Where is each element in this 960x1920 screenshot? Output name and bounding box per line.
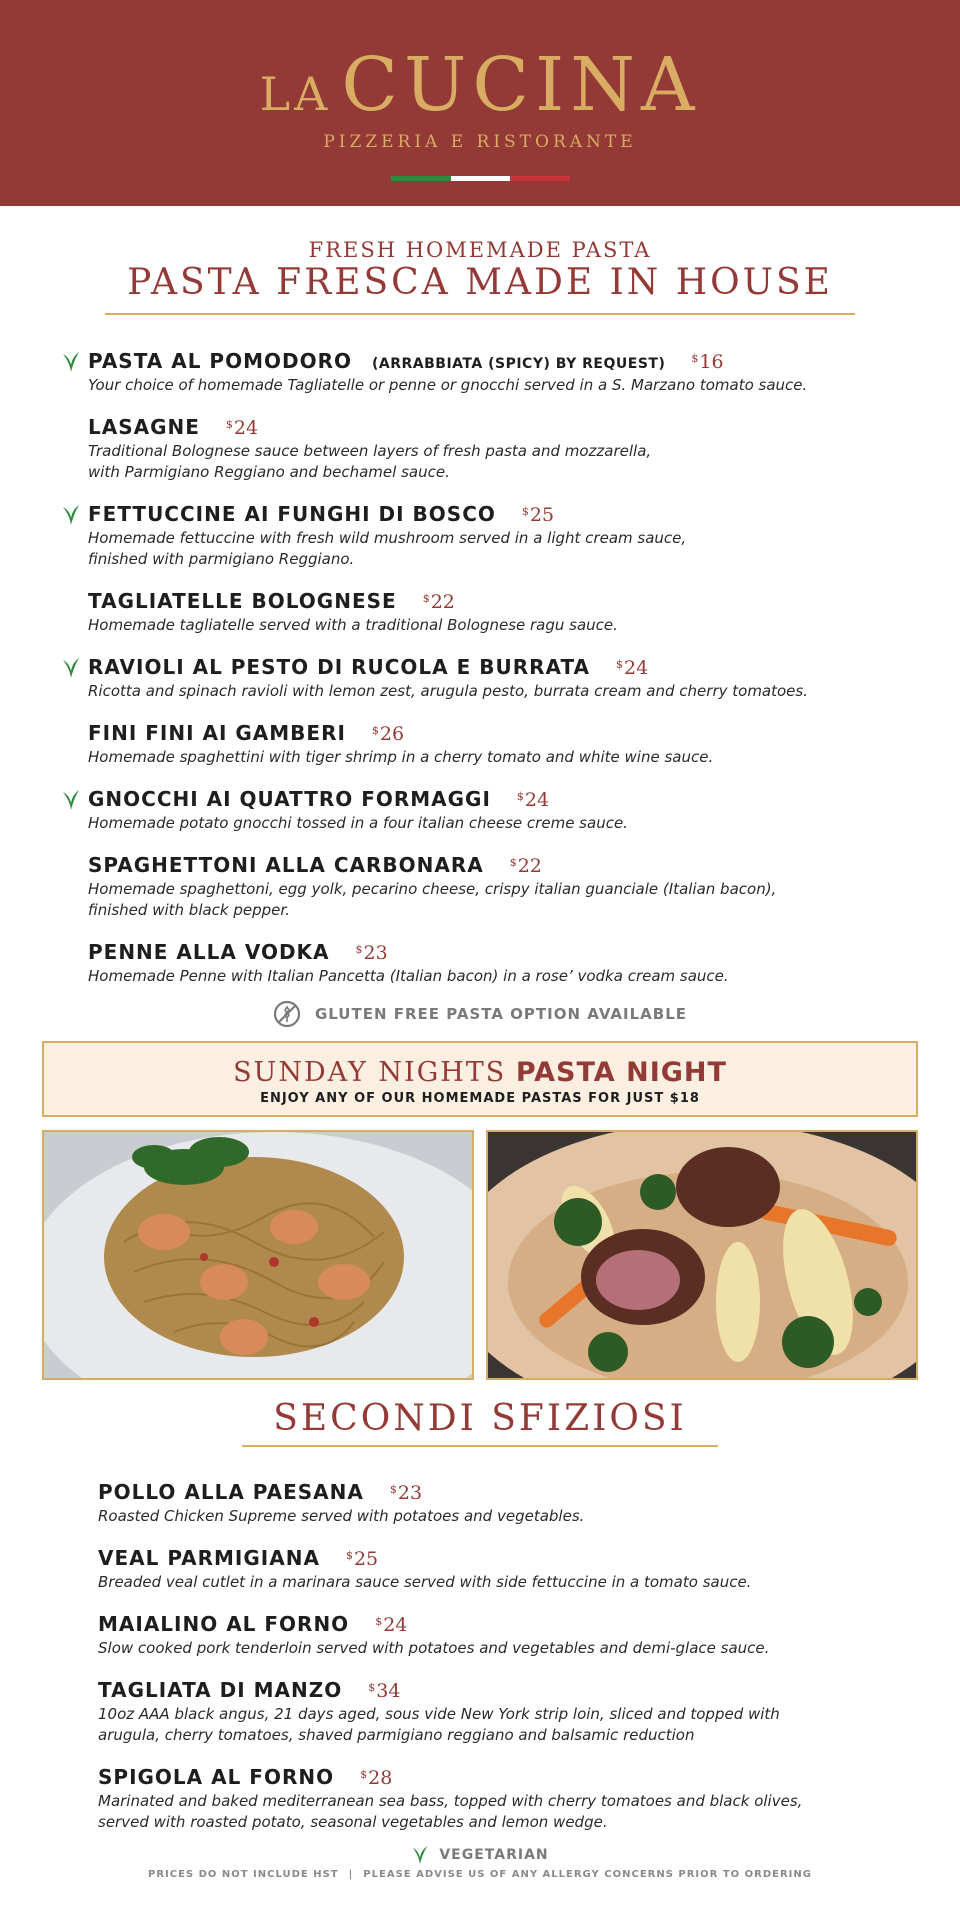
menu-item-description: 10oz AAA black angus, 21 days aged, sous vide New York strip loin, sliced and topped with xyxy=(98,1705,780,1723)
currency-symbol: $ xyxy=(225,418,233,431)
pasta-subtitle: FRESH HOMEMADE PASTA xyxy=(308,238,652,262)
menu-item-price-value: 34 xyxy=(376,1680,401,1702)
gluten-free-text: GLUTEN FREE PASTA OPTION AVAILABLE xyxy=(314,1005,688,1023)
footer-note xyxy=(0,1869,960,1880)
currency-symbol: $ xyxy=(355,943,363,956)
menu-item-price-value: 24 xyxy=(524,789,550,811)
menu-item-price xyxy=(517,789,549,811)
menu-item-price xyxy=(691,351,723,373)
menu-item-description: Your choice of homemade Tagliatelle or penne or gnocchi served in a S. Marzano tomato sauce. xyxy=(88,376,808,394)
menu-item-note: (ARRABBIATA (SPICY) BY REQUEST) xyxy=(372,356,666,372)
footer-note-allergy: PLEASE ADVISE US OF ANY ALLERGY CONCERNS PRIOR TO ORDERING xyxy=(363,1869,812,1880)
menu-item-description: arugula, cherry tomatoes, shaved parmigiano reggiano and balsamic reduction xyxy=(98,1726,695,1744)
pasta-title: PASTA FRESCA MADE IN HOUSE xyxy=(127,262,833,303)
footer-note-prices: PRICES DO NOT INCLUDE HST xyxy=(148,1869,339,1880)
vegetarian-leaf-icon xyxy=(62,789,80,811)
menu-item-description: Marinated and baked mediterranean sea bass, topped with cherry tomatoes and black olives, xyxy=(98,1792,803,1810)
menu-item-name: TAGLIATA DI MANZO xyxy=(98,1678,343,1702)
menu-item-description: with Parmigiano Reggiano and bechamel sauce. xyxy=(88,463,450,481)
menu-item xyxy=(98,1765,802,1833)
menu-item-price xyxy=(375,1614,407,1636)
currency-symbol: $ xyxy=(691,352,699,365)
menu-item-description: Homemade spaghettini with tiger shrimp in a cherry tomato and white wine sauce. xyxy=(88,748,714,766)
menu-item-header xyxy=(88,940,729,964)
menu-item-price-value: 25 xyxy=(529,504,555,526)
menu-item-header xyxy=(98,1480,584,1504)
menu-item-description: Homemade potato gnocchi tossed in a four italian cheese creme sauce. xyxy=(88,814,628,832)
vegetarian-leaf-icon xyxy=(411,1845,429,1865)
menu-item-price xyxy=(226,417,258,439)
menu-item-name: LASAGNE xyxy=(88,415,200,439)
menu-item xyxy=(88,655,808,702)
menu-item-header xyxy=(88,655,808,679)
menu-item-description: Breaded veal cutlet in a marinara sauce served with side fettuccine in a tomato sauce. xyxy=(98,1573,752,1591)
menu-item-description: served with roasted potato, seasonal vegetables and lemon wedge. xyxy=(98,1813,608,1831)
vegetarian-leaf-icon xyxy=(62,504,80,526)
tagline: PIZZERIA E RISTORANTE xyxy=(323,132,637,152)
menu-item xyxy=(98,1546,751,1593)
menu-item-price xyxy=(360,1767,392,1789)
flag-red xyxy=(510,176,570,181)
italian-flag-stripe xyxy=(391,176,570,181)
vegetarian-leaf-icon xyxy=(62,657,80,679)
currency-symbol: $ xyxy=(521,505,529,518)
menu-item-price xyxy=(390,1482,422,1504)
menu-item xyxy=(98,1480,584,1527)
menu-item-header xyxy=(98,1612,769,1636)
menu-item-price xyxy=(346,1548,378,1570)
menu-item-price xyxy=(356,942,388,964)
menu-item-price xyxy=(522,504,554,526)
menu-item-header xyxy=(98,1765,802,1789)
menu-item-price-value: 24 xyxy=(383,1614,408,1636)
vegetarian-leaf-icon xyxy=(62,351,80,373)
menu-item-name: RAVIOLI AL PESTO DI RUCOLA E BURRATA xyxy=(88,655,591,679)
logo-la: LA xyxy=(259,67,332,121)
menu-item-name: GNOCCHI AI QUATTRO FORMAGGI xyxy=(88,787,491,811)
menu-item-description: finished with black pepper. xyxy=(88,901,290,919)
currency-symbol: $ xyxy=(516,790,524,803)
menu-item-name: PASTA AL POMODORO xyxy=(88,349,352,373)
menu-item-description: Ricotta and spinach ravioli with lemon zest, arugula pesto, burrata cream and cherry tomatoes. xyxy=(88,682,808,700)
secondi-title-rule xyxy=(242,1445,718,1447)
secondi-title: SECONDI SFIZIOSI xyxy=(273,1398,687,1439)
menu-item-header xyxy=(88,787,628,811)
shrimp-spaghetti-photo xyxy=(42,1130,474,1380)
currency-symbol: $ xyxy=(422,592,430,605)
menu-item-header xyxy=(98,1546,751,1570)
flag-green xyxy=(391,176,451,181)
menu-item-price-value: 24 xyxy=(233,417,259,439)
flag-white xyxy=(451,176,511,181)
logo-cucina: CUCINA xyxy=(341,42,701,128)
banner-title-light: SUNDAY NIGHTS xyxy=(233,1057,507,1088)
menu-item-price-value: 26 xyxy=(379,723,405,745)
menu-item-price-value: 22 xyxy=(517,855,542,877)
menu-item-price-value: 22 xyxy=(430,591,455,613)
menu-item xyxy=(88,349,807,396)
menu-item xyxy=(88,589,618,636)
menu-item-description: Slow cooked pork tenderloin served with potatoes and vegetables and demi-glace sauce. xyxy=(98,1639,770,1657)
menu-item xyxy=(88,940,729,987)
menu-item-name: SPIGOLA AL FORNO xyxy=(98,1765,335,1789)
logo xyxy=(0,42,960,128)
menu-item xyxy=(88,787,628,834)
menu-item-price-value: 23 xyxy=(363,942,388,964)
banner-title xyxy=(44,1057,916,1088)
menu-item-header xyxy=(88,349,807,373)
pasta-title-rule xyxy=(105,313,855,315)
menu-item-price xyxy=(372,723,404,745)
menu-item-price-value: 25 xyxy=(353,1548,379,1570)
currency-symbol: $ xyxy=(616,658,624,671)
menu-item-name: VEAL PARMIGIANA xyxy=(98,1546,320,1570)
menu-item-description: Homemade tagliatelle served with a traditional Bolognese ragu sauce. xyxy=(88,616,618,634)
pasta-night-banner xyxy=(42,1041,918,1117)
menu-item-price xyxy=(510,855,542,877)
menu-item-header xyxy=(88,721,713,745)
menu-item-header xyxy=(88,415,651,439)
menu-item-price xyxy=(423,591,455,613)
menu-item-header xyxy=(88,853,776,877)
menu-item xyxy=(88,853,776,921)
menu-item-description: Roasted Chicken Supreme served with potatoes and vegetables. xyxy=(98,1507,585,1525)
gluten-free-icon xyxy=(273,1000,301,1028)
menu-item xyxy=(98,1612,769,1659)
menu-item-name: MAIALINO AL FORNO xyxy=(98,1612,350,1636)
menu-item-name: POLLO ALLA PAESANA xyxy=(98,1480,364,1504)
currency-symbol: $ xyxy=(509,856,517,869)
menu-item-description: Traditional Bolognese sauce between layers of fresh pasta and mozzarella, xyxy=(88,442,652,460)
currency-symbol: $ xyxy=(368,1681,376,1694)
banner-subtitle: ENJOY ANY OF OUR HOMEMADE PASTAS FOR JUST $18 xyxy=(260,1091,700,1106)
menu-item-description: Homemade Penne with Italian Pancetta (Italian bacon) in a rose’ vodka cream sauce. xyxy=(88,967,729,985)
menu-item-price-value: 24 xyxy=(624,657,649,679)
menu-item-header xyxy=(98,1678,780,1702)
currency-symbol: $ xyxy=(371,724,379,737)
beef-tenderloin-photo xyxy=(486,1130,918,1380)
menu-item xyxy=(88,415,651,483)
menu-item xyxy=(88,502,686,570)
vegetarian-legend-text: VEGETARIAN xyxy=(439,1847,549,1863)
menu-item xyxy=(88,721,713,768)
menu-item-price xyxy=(368,1680,400,1702)
menu-item-price-value: 28 xyxy=(368,1767,393,1789)
vegetarian-legend xyxy=(0,1845,960,1865)
menu-item-description: Homemade fettuccine with fresh wild mushroom served in a light cream sauce, xyxy=(88,529,687,547)
header xyxy=(0,0,960,206)
menu-item-description: finished with parmigiano Reggiano. xyxy=(88,550,355,568)
menu-item-price-value: 23 xyxy=(397,1482,423,1504)
currency-symbol: $ xyxy=(360,1768,368,1781)
menu-item xyxy=(98,1678,780,1746)
menu-item-name: SPAGHETTONI ALLA CARBONARA xyxy=(88,853,484,877)
footer-note-separator: | xyxy=(348,1869,354,1880)
menu-item-price-value: 16 xyxy=(699,351,724,373)
menu-item-name: FETTUCCINE AI FUNGHI DI BOSCO xyxy=(88,502,496,526)
currency-symbol: $ xyxy=(389,1483,397,1496)
menu-item-name: FINI FINI AI GAMBERI xyxy=(88,721,346,745)
menu-item-price xyxy=(616,657,648,679)
menu-item-description: Homemade spaghettoni, egg yolk, pecarino cheese, crispy italian guanciale (Italian bacon), xyxy=(88,880,777,898)
currency-symbol: $ xyxy=(375,1615,383,1628)
menu-item-header xyxy=(88,589,618,613)
menu-item-name: TAGLIATELLE BOLOGNESE xyxy=(88,589,397,613)
currency-symbol: $ xyxy=(345,1549,353,1562)
gluten-free-notice xyxy=(0,1000,960,1028)
banner-title-bold: PASTA NIGHT xyxy=(515,1057,727,1088)
menu-item-header xyxy=(88,502,686,526)
menu-item-name: PENNE ALLA VODKA xyxy=(88,940,330,964)
